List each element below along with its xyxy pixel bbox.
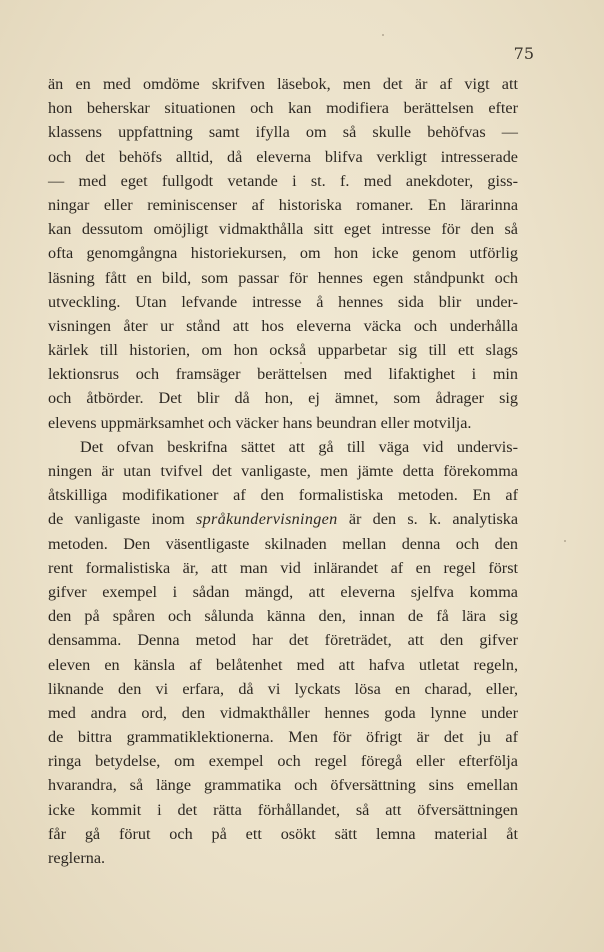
paper-speck [564,540,566,542]
text-line: ofta genomgångna historiekursen, om hon icke genom utförlig [48,244,518,263]
text-line: klassens uppfattning samt ifylla om så skulle behöfvas — [48,123,518,142]
text-line: med andra ord, den vidmakthåller hennes goda lynne under [48,703,518,722]
text-line: metoden. Den väsentligaste skilnaden mellan denna och den [48,534,518,553]
line-end: är den s. k. analytiska [348,510,519,529]
text-line: hon beherskar situationen och kan modifiera berättelsen efter [48,99,518,118]
text-line: icke kommit i det rätta förhållandet, så att öfversättningen [48,800,518,819]
text-line-with-emphasis [48,507,518,531]
text-line: hvarandra, så länge grammatika och öfversättning sins emellan [48,776,518,795]
text-line: elevens uppmärksamhet och väcker hans beundran eller motvilja. [48,413,472,432]
page-number: 75 [513,44,534,63]
text-line: Det ofvan beskrifna sättet att gå till väga vid undervis- [80,437,518,456]
text-line: reglerna. [48,849,106,867]
text-line: än en med omdöme skrifven läsebok, men det är af vigt att [48,75,518,93]
text-line: lektionsrus och framsäger berättelsen med lifaktighet i min [48,365,518,384]
text-line: får gå förut och på ett osökt sätt lemna material åt [48,824,518,843]
text-line: åtskilliga modifikationer af den formalistiska metoden. En af [48,486,518,505]
text-line: densamma. Denna metod har det företrädet, att den gifver [48,631,518,650]
text-line: kan dessutom omöjligt vidmakthålla sitt eget intresse för den så [48,220,518,239]
text-line: och åtbörder. Det blir då hon, ej ämnet, som ådrager sig [48,389,518,408]
text-line: och det behöfs alltid, då eleverna blifva verkligt intresserade [48,147,518,166]
text-line: läsning fått en bild, som passar för hennes egen ståndpunkt och [48,268,518,287]
paper-speck [300,362,302,364]
text-line: ringa betydelse, om exempel och regel föregå eller efterfölja [48,752,518,771]
text-line: eleven en känsla af belåtenhet med att hafva utletat regeln, [48,655,518,674]
emphasized-term: språkundervisningen [196,510,338,529]
paper-speck [382,34,384,36]
text-line: — med eget fullgodt vetande i st. f. med anekdoter, giss- [48,171,518,190]
text-line: kärlek till historien, om hon också upparbetar sig till ett slags [48,341,518,360]
text-line: ningar eller reminiscenser af historiska romaner. En lärarinna [48,195,518,214]
text-line: liknande den vi erfara, då vi lyckats lösa en charad, eller, [48,679,518,698]
text-line: de bittra grammatiklektionerna. Men för öfrigt är det ju af [48,728,518,747]
body-text [48,72,518,870]
text-line: rent formalistiska är, att man vid inlärandet af en regel först [48,558,518,577]
text-line: visningen åter ur stånd att hos eleverna väcka och underhålla [48,316,518,335]
text-line: utveckling. Utan lefvande intresse å hennes sida blir under- [48,292,518,311]
text-line: gifver exempel i sådan mängd, att eleverna sjelfva komma [48,582,518,601]
line-start: de vanligaste inom [48,510,185,529]
text-line: den på spåren och sålunda känna den, innan de få lära sig [48,607,518,626]
text-line: ningen är utan tvifvel det vanligaste, men jämte detta förekomma [48,462,518,480]
